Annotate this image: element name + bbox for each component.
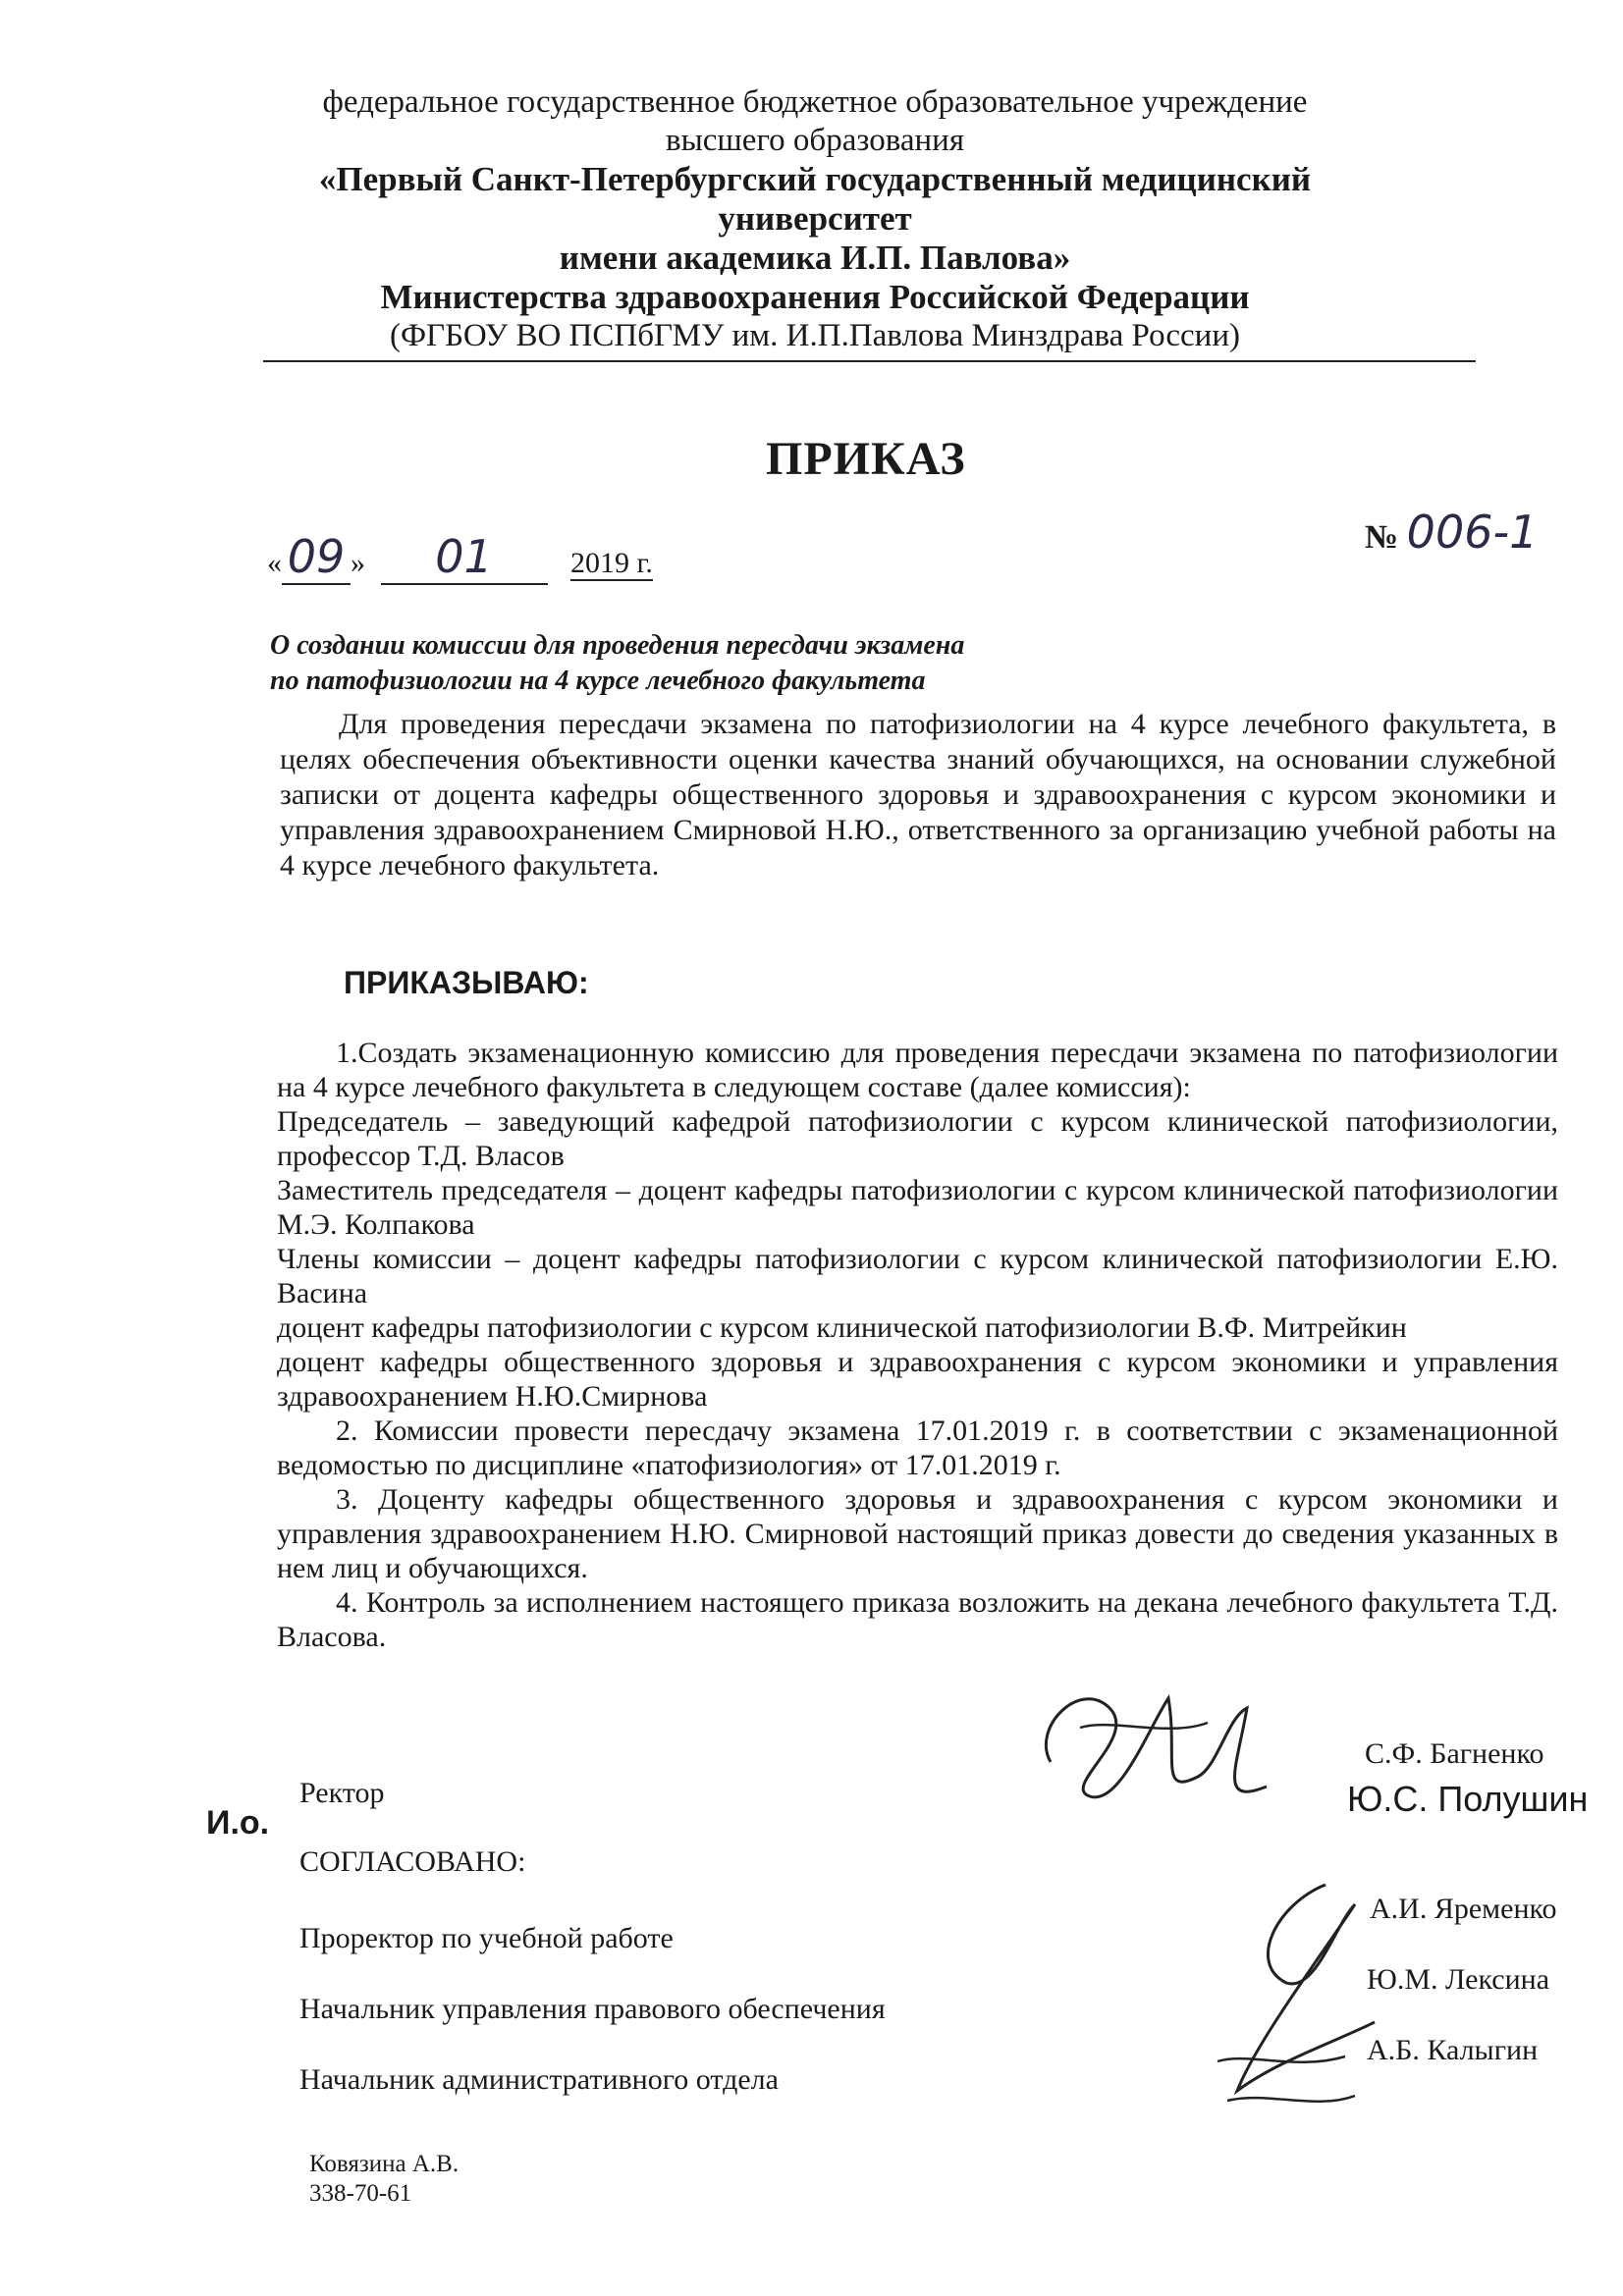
commission-deputy: Заместитель председателя – доцент кафедры патофизиологии с курсом клинической патофизиологии М.Э. Колпакова: [277, 1174, 1558, 1241]
approver-name-3: А.Б. Калыгин: [1367, 2034, 1539, 2066]
header-line-6: (ФГБОУ ВО ПСПбГМУ им. И.П.Павлова Минздрава России): [390, 318, 1240, 353]
date-year: 2019 г.: [570, 547, 653, 579]
institution-header: [245, 83, 1384, 355]
approver-name-1: А.И. Яременко: [1370, 1893, 1557, 1925]
rector-name: Ю.С. Полушин: [1347, 1779, 1589, 1819]
date-open-quote: «: [267, 547, 282, 579]
executor-phone: 338-70-61: [309, 2180, 412, 2207]
date-month: 01: [435, 530, 493, 583]
acting-prefix: И.о.: [206, 1804, 270, 1842]
order-item-4: 4. Контроль за исполнением настоящего приказа возложить на декана лечебного факультета Т.Д. Власова.: [277, 1586, 1558, 1653]
date-close-quote: »: [351, 547, 365, 579]
header-line-1: федеральное государственное бюджетное образовательное учреждение: [322, 84, 1308, 120]
number-label: №: [1365, 519, 1399, 556]
order-item-2: 2. Комиссии провести пересдачу экзамена 17.01.2019 г. в соответствии с экзаменационной ведомостью по дисциплине «патофизиология» от 17.01.2019 г.: [277, 1415, 1558, 1481]
approver-label-1: Проректор по учебной работе: [299, 1922, 674, 1954]
commission-chair: Председатель – заведующий кафедрой патофизиологии с курсом клинической патофизиологии, профессор Т.Д. Власов: [277, 1105, 1558, 1172]
approver-label-2: Начальник управления правового обеспечения: [299, 1993, 886, 2025]
executor-info: [309, 2150, 459, 2209]
orders-title: ПРИКАЗЫВАЮ:: [344, 965, 589, 1000]
date-day: 09: [287, 530, 346, 583]
rector-label: Ректор: [299, 1777, 385, 1809]
preamble-text: Для проведения пересдачи экзамена по патофизиологии на 4 курсе лечебного факультета, в целях обеспечения объективности оценки качества знаний обучающихся, на основании служебной записки от доцента кафедры общественного здоровья и здравоохранения с курсом экономики и управления здравоохранением Смирновой Н.Ю., ответственного за организацию учебной работы на 4 курсе лечебного факультета.: [280, 708, 1556, 881]
order-item-3: 3. Доценту кафедры общественного здоровья и здравоохранения с курсом экономики и управления здравоохранением Н.Ю. Смирновой настоящий приказ довести до сведения указанных в нем лиц и обучающихся.: [277, 1483, 1558, 1584]
commission-member-3: доцент кафедры общественного здоровья и здравоохранения с курсом экономики и управления здравоохранением Н.Ю.Смирнова: [277, 1346, 1558, 1413]
header-line-2: высшего образования: [666, 123, 964, 158]
approver-name-2: Ю.М. Лексина: [1367, 1963, 1550, 1996]
approver-label-3: Начальник административного отдела: [299, 2063, 779, 2096]
commission-members: Члены комиссии – доцент кафедры патофизиологии с курсом клинической патофизиологии Е.Ю. Васина: [277, 1243, 1558, 1309]
document-title: ПРИКАЗ: [766, 433, 966, 485]
order-date: [267, 530, 653, 585]
rector-name-struck: С.Ф. Багненко: [1365, 1737, 1544, 1770]
executor-name: Ковязина А.В.: [309, 2151, 460, 2177]
header-line-5: Министерства здравоохранения Российской Федерации: [380, 278, 1250, 316]
agreed-label: СОГЛАСОВАНО:: [299, 1845, 526, 1878]
order-subject: [270, 628, 1154, 699]
orders-list: [277, 1036, 1558, 1654]
order-item-1: 1.Создать экзаменационную комиссию для проведения пересдачи экзамена по патофизиологии на 4 курсе лечебного факультета в следующем составе (далее комиссия):: [277, 1037, 1558, 1103]
number-value: 006-1: [1406, 506, 1539, 559]
header-line-4: имени академика И.П. Павлова»: [559, 239, 1071, 277]
order-number: [1365, 506, 1538, 559]
header-divider: [263, 360, 1476, 362]
commission-member-2: доцент кафедры патофизиологии с курсом клинической патофизиологии В.Ф. Митрейкин: [277, 1311, 1407, 1344]
header-line-3: «Первый Санкт-Петербургский государственный медицинский университет: [318, 160, 1312, 238]
subject-line-1: О создании комиссии для проведения пересдачи экзамена: [270, 630, 965, 661]
subject-line-2: по патофизиологии на 4 курсе лечебного факультета: [270, 666, 926, 696]
